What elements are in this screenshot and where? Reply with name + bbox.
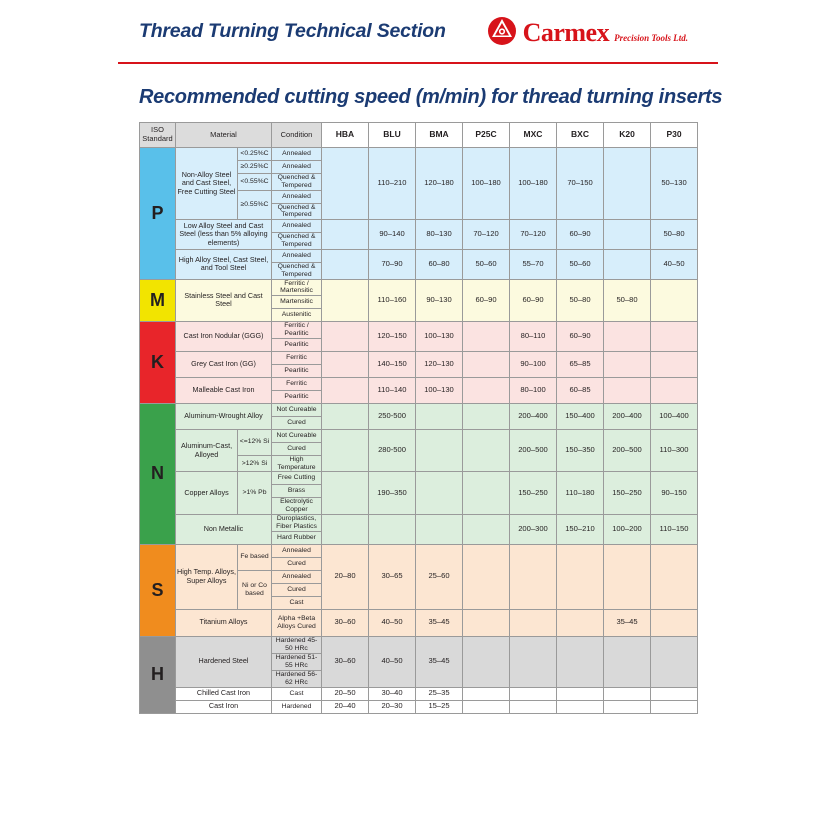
value-hba	[322, 472, 369, 515]
table-row	[140, 279, 698, 296]
condition-cell: Annealed	[272, 161, 322, 174]
value-p30: 110–300	[651, 429, 698, 472]
value-p30	[651, 351, 698, 377]
value-p30	[651, 609, 698, 636]
value-k20	[604, 249, 651, 279]
header-grade-p25c: P25C	[463, 123, 510, 148]
group-letter-h: H	[140, 636, 176, 713]
value-bma: 25–60	[416, 544, 463, 609]
value-bxc: 50–80	[557, 279, 604, 322]
value-hba	[322, 515, 369, 545]
value-p30	[651, 279, 698, 322]
material-name: Hardened Steel	[176, 636, 272, 687]
value-blu: 40–50	[369, 636, 416, 687]
table-row	[140, 403, 698, 416]
condition-cell: Quenched & Tempered	[272, 262, 322, 279]
section-title: Recommended cutting speed (m/min) for thread turning inserts	[139, 86, 723, 108]
value-p25c	[463, 377, 510, 403]
value-bma	[416, 472, 463, 515]
brand-tagline: Precision Tools Ltd.	[614, 33, 688, 43]
value-blu: 110–160	[369, 279, 416, 322]
value-blu: 40–50	[369, 609, 416, 636]
value-k20	[604, 148, 651, 220]
table-row	[140, 429, 698, 442]
value-blu: 190–350	[369, 472, 416, 515]
material-sub: >12% Si	[238, 455, 272, 472]
value-k20	[604, 377, 651, 403]
value-p30	[651, 322, 698, 352]
value-bxc: 150–210	[557, 515, 604, 545]
value-k20	[604, 322, 651, 352]
condition-cell: Annealed	[272, 148, 322, 161]
material-name: Aluminum-Wrought Alloy	[176, 403, 272, 429]
value-hba: 30–60	[322, 636, 369, 687]
condition-cell: Hard Rubber	[272, 531, 322, 544]
value-p30: 110–150	[651, 515, 698, 545]
material-name: Aluminum-Cast, Alloyed	[176, 429, 238, 472]
table-row	[140, 609, 698, 636]
table-row	[140, 700, 698, 713]
condition-cell: Annealed	[272, 544, 322, 557]
value-p30: 90–150	[651, 472, 698, 515]
value-hba	[322, 351, 369, 377]
brand-name: Carmex	[522, 18, 610, 47]
condition-cell: Pearlitic	[272, 364, 322, 377]
cutting-speed-table	[139, 122, 698, 714]
condition-cell: Pearlitic	[272, 338, 322, 351]
material-sub: >1% Pb	[238, 472, 272, 515]
value-k20: 200–500	[604, 429, 651, 472]
condition-cell: Hardened	[272, 700, 322, 713]
condition-cell: Pearlitic	[272, 390, 322, 403]
value-p25c	[463, 700, 510, 713]
value-bma: 120–130	[416, 351, 463, 377]
value-mxc: 55–70	[510, 249, 557, 279]
value-hba: 20–80	[322, 544, 369, 609]
material-name: Grey Cast Iron (GG)	[176, 351, 272, 377]
value-bxc	[557, 544, 604, 609]
material-name: Low Alloy Steel and Cast Steel (less than 5% alloying elements)	[176, 220, 272, 250]
value-mxc: 200–500	[510, 429, 557, 472]
condition-cell: Hardened 56-62 HRc	[272, 670, 322, 687]
material-sub: ≥0.25%C	[238, 161, 272, 174]
material-name: Malleable Cast Iron	[176, 377, 272, 403]
table-row	[140, 544, 698, 557]
value-hba: 20–50	[322, 687, 369, 700]
value-blu: 140–150	[369, 351, 416, 377]
value-bma: 15–25	[416, 700, 463, 713]
value-k20	[604, 544, 651, 609]
value-bma: 80–130	[416, 220, 463, 250]
value-bxc: 60–90	[557, 220, 604, 250]
condition-cell: Cast	[272, 596, 322, 609]
value-p25c	[463, 515, 510, 545]
page-title: Thread Turning Technical Section	[139, 20, 446, 42]
value-p30: 50–130	[651, 148, 698, 220]
value-bma: 100–130	[416, 377, 463, 403]
header-material: Material	[176, 123, 272, 148]
value-p30	[651, 377, 698, 403]
value-bma: 100–130	[416, 322, 463, 352]
group-letter-n: N	[140, 403, 176, 544]
value-p25c: 50–60	[463, 249, 510, 279]
value-bxc: 150–350	[557, 429, 604, 472]
table-row	[140, 322, 698, 339]
value-mxc: 90–100	[510, 351, 557, 377]
condition-cell: Austenitic	[272, 309, 322, 322]
material-name: Cast Iron Nodular (GGG)	[176, 322, 272, 352]
value-p30: 40–50	[651, 249, 698, 279]
value-bxc: 60–85	[557, 377, 604, 403]
value-blu	[369, 515, 416, 545]
group-letter-s: S	[140, 544, 176, 636]
value-p30	[651, 636, 698, 687]
value-p25c	[463, 429, 510, 472]
value-k20	[604, 351, 651, 377]
value-bma	[416, 515, 463, 545]
value-bma: 60–80	[416, 249, 463, 279]
header-iso-standard	[140, 123, 176, 148]
condition-cell: Cured	[272, 442, 322, 455]
table-row	[140, 220, 698, 233]
value-blu: 70–90	[369, 249, 416, 279]
cutting-speed-table-wrap	[139, 122, 697, 714]
table-row	[140, 377, 698, 390]
value-bxc: 150–400	[557, 403, 604, 429]
group-letter-p: P	[140, 148, 176, 280]
brand-logo	[486, 16, 688, 46]
value-blu: 30–65	[369, 544, 416, 609]
condition-cell: Martensitic	[272, 296, 322, 309]
value-p25c: 60–90	[463, 279, 510, 322]
table-row	[140, 472, 698, 485]
value-bxc	[557, 636, 604, 687]
value-k20: 50–80	[604, 279, 651, 322]
value-bxc: 60–90	[557, 322, 604, 352]
value-hba	[322, 249, 369, 279]
value-hba	[322, 403, 369, 429]
value-bma: 25–35	[416, 687, 463, 700]
table-row	[140, 687, 698, 700]
value-bma: 90–130	[416, 279, 463, 322]
value-p30: 100–400	[651, 403, 698, 429]
value-bxc: 110–180	[557, 472, 604, 515]
condition-cell: Alpha +Beta Alloys Cured	[272, 609, 322, 636]
condition-cell: Quenched & Tempered	[272, 203, 322, 220]
value-mxc	[510, 609, 557, 636]
value-bma: 120–180	[416, 148, 463, 220]
header-iso-line1: ISO	[151, 125, 164, 135]
condition-cell: Cast	[272, 687, 322, 700]
value-mxc: 70–120	[510, 220, 557, 250]
table-header-row	[140, 123, 698, 148]
table-row	[140, 148, 698, 161]
material-name: Chilled Cast Iron	[176, 687, 272, 700]
value-p30	[651, 700, 698, 713]
header-divider	[118, 62, 718, 64]
value-k20: 150–250	[604, 472, 651, 515]
value-p25c: 100–180	[463, 148, 510, 220]
value-bma: 35–45	[416, 609, 463, 636]
condition-cell: Annealed	[272, 190, 322, 203]
material-sub: Fe based	[238, 544, 272, 570]
value-k20: 35–45	[604, 609, 651, 636]
condition-cell: Brass	[272, 485, 322, 498]
condition-cell: Ferritic / Martensitic	[272, 279, 322, 296]
value-blu: 90–140	[369, 220, 416, 250]
value-hba	[322, 322, 369, 352]
value-k20	[604, 636, 651, 687]
condition-cell: Free Cutting	[272, 472, 322, 485]
value-k20: 200–400	[604, 403, 651, 429]
value-blu: 120–150	[369, 322, 416, 352]
value-p30	[651, 544, 698, 609]
material-name: High Alloy Steel, Cast Steel, and Tool Steel	[176, 249, 272, 279]
header-grade-k20: K20	[604, 123, 651, 148]
value-blu: 30–40	[369, 687, 416, 700]
value-hba: 30–60	[322, 609, 369, 636]
value-k20	[604, 687, 651, 700]
header-grade-p30: P30	[651, 123, 698, 148]
material-sub: <0.55%C	[238, 174, 272, 191]
condition-cell: Quenched & Tempered	[272, 174, 322, 191]
carmex-logo-icon	[486, 16, 518, 46]
condition-cell: Ferritic	[272, 377, 322, 390]
value-p25c	[463, 544, 510, 609]
condition-cell: Hardened 51-55 HRc	[272, 653, 322, 670]
table-row	[140, 636, 698, 653]
value-mxc: 60–90	[510, 279, 557, 322]
condition-cell: Duroplastics, Fiber Plastics	[272, 515, 322, 532]
condition-cell: Cured	[272, 416, 322, 429]
header-iso-line2: Standard	[142, 134, 173, 143]
group-letter-m: M	[140, 279, 176, 322]
condition-cell: High Temperature	[272, 455, 322, 472]
value-hba	[322, 429, 369, 472]
value-p25c: 70–120	[463, 220, 510, 250]
condition-cell: Annealed	[272, 570, 322, 583]
value-mxc: 80–100	[510, 377, 557, 403]
condition-cell: Not Cureable	[272, 403, 322, 416]
value-p25c	[463, 636, 510, 687]
table-row	[140, 249, 698, 262]
value-mxc	[510, 700, 557, 713]
material-sub: <0.25%C	[238, 148, 272, 161]
value-mxc: 100–180	[510, 148, 557, 220]
value-mxc: 150–250	[510, 472, 557, 515]
value-p25c	[463, 687, 510, 700]
value-p30: 50–80	[651, 220, 698, 250]
material-name: Cast Iron	[176, 700, 272, 713]
header-grade-blu: BLU	[369, 123, 416, 148]
header-grade-bxc: BXC	[557, 123, 604, 148]
value-bma	[416, 403, 463, 429]
value-bma	[416, 429, 463, 472]
value-p25c	[463, 403, 510, 429]
header-grade-bma: BMA	[416, 123, 463, 148]
condition-cell: Hardened 45-50 HRc	[272, 636, 322, 653]
material-name: Non Metallic	[176, 515, 272, 545]
header-grade-hba: HBA	[322, 123, 369, 148]
condition-cell: Ferritic	[272, 351, 322, 364]
value-mxc	[510, 636, 557, 687]
value-p30	[651, 687, 698, 700]
condition-cell: Cured	[272, 557, 322, 570]
header-grade-mxc: MXC	[510, 123, 557, 148]
value-blu: 250-500	[369, 403, 416, 429]
value-mxc	[510, 544, 557, 609]
condition-cell: Electrolytic Copper	[272, 498, 322, 515]
condition-cell: Not Cureable	[272, 429, 322, 442]
material-name: Copper Alloys	[176, 472, 238, 515]
value-k20: 100–200	[604, 515, 651, 545]
value-p25c	[463, 322, 510, 352]
condition-cell: Annealed	[272, 220, 322, 233]
value-bxc	[557, 609, 604, 636]
value-blu: 110–140	[369, 377, 416, 403]
value-mxc	[510, 687, 557, 700]
value-p25c	[463, 472, 510, 515]
value-blu: 280-500	[369, 429, 416, 472]
material-name: Stainless Steel and Cast Steel	[176, 279, 272, 322]
value-hba	[322, 220, 369, 250]
value-k20	[604, 700, 651, 713]
value-bxc: 65–85	[557, 351, 604, 377]
material-name: Non-Alloy Steel and Cast Steel, Free Cutting Steel	[176, 148, 238, 220]
material-name: Titanium Alloys	[176, 609, 272, 636]
group-letter-k: K	[140, 322, 176, 404]
table-row	[140, 351, 698, 364]
material-name: High Temp. Alloys, Super Alloys	[176, 544, 238, 609]
value-bxc: 70–150	[557, 148, 604, 220]
condition-cell: Annealed	[272, 249, 322, 262]
condition-cell: Cured	[272, 583, 322, 596]
value-blu: 110–210	[369, 148, 416, 220]
value-mxc: 200–400	[510, 403, 557, 429]
table-row	[140, 515, 698, 532]
condition-cell: Quenched & Tempered	[272, 233, 322, 250]
value-bma: 35–45	[416, 636, 463, 687]
value-hba	[322, 279, 369, 322]
value-hba	[322, 377, 369, 403]
material-sub: <=12% Si	[238, 429, 272, 455]
value-k20	[604, 220, 651, 250]
value-hba: 20–40	[322, 700, 369, 713]
value-bxc	[557, 700, 604, 713]
value-p25c	[463, 609, 510, 636]
condition-cell: Ferritic / Pearlitic	[272, 322, 322, 339]
material-sub: ≥0.55%C	[238, 190, 272, 220]
value-blu: 20–30	[369, 700, 416, 713]
value-hba	[322, 148, 369, 220]
material-sub: Ni or Co based	[238, 570, 272, 609]
value-mxc: 200–300	[510, 515, 557, 545]
value-mxc: 80–110	[510, 322, 557, 352]
page-header	[0, 0, 836, 62]
value-bxc	[557, 687, 604, 700]
value-p25c	[463, 351, 510, 377]
header-condition: Condition	[272, 123, 322, 148]
value-bxc: 50–60	[557, 249, 604, 279]
